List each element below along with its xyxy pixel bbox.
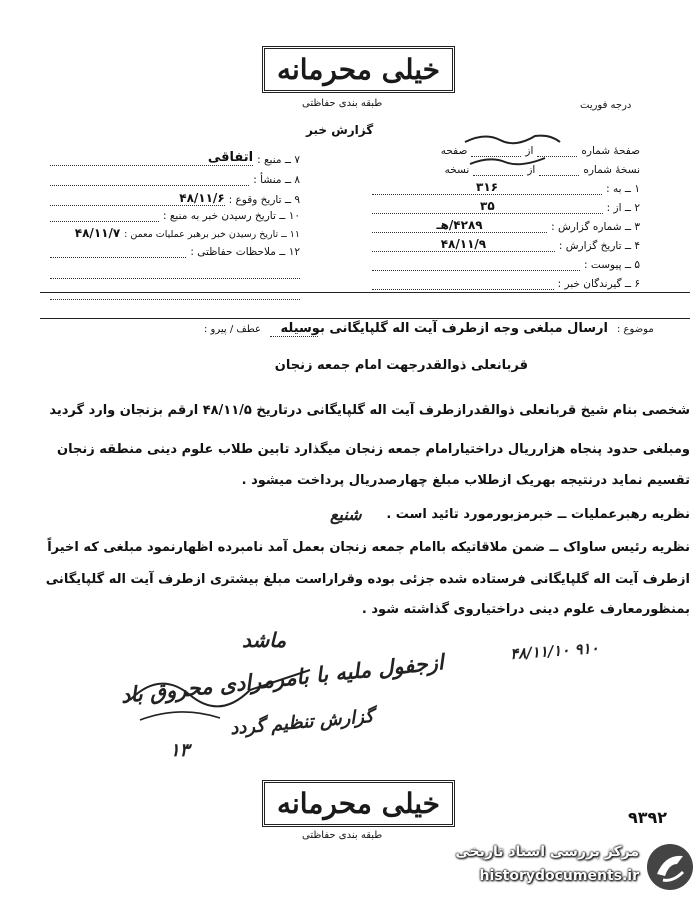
field-row: [50, 206, 300, 222]
field-value: [50, 221, 159, 222]
separator-line: [40, 318, 690, 319]
field-row: [372, 271, 640, 290]
subject-subline: قربانعلی ذوالقدرجهت امام جمعه زنجان: [274, 358, 528, 373]
field-label: ۱ ــ به :: [606, 183, 640, 195]
field-label: ۱۲ ــ ملاحظات حفاظتی :: [190, 246, 300, 258]
handwritten-inline-signature: شنیع: [330, 505, 362, 524]
field-value: اتفاقی: [50, 150, 253, 166]
field-label: ۷ ــ منبع :: [257, 154, 300, 166]
field-value: ۴۸/۱۱/۹: [372, 237, 555, 252]
body-line-4: نظریه رهبرعملیات ــ خبرمزبورمورد تائید است .: [386, 507, 690, 522]
watermark: [430, 838, 695, 898]
field-label: ۸ ــ منشأ :: [253, 174, 300, 186]
reference-label: عطف / پیرو :: [204, 324, 261, 335]
handwritten-date-note: ۴۸/۱۱/۱۰ ۹۱۰: [509, 638, 600, 664]
field-row: [372, 252, 640, 271]
body-line-6: ازطرف آیت اله گلپایگانی فرستاده شده جزئی بوده وقراراست مبلغ بیشتری ازطرف آیت اله گلپایگانی: [45, 572, 690, 587]
field-row: [372, 214, 640, 233]
field-mid: از: [527, 164, 536, 176]
body-line-7: بمنظورمعارف علوم دینی دراختیاروی گذاشته شود .: [361, 602, 690, 617]
field-row: [372, 176, 640, 195]
body-line-3: تقسیم نماید درنتیجه بهریک ازطلاب مبلغ چهارصدریال پرداخت میشود .: [241, 473, 690, 488]
field-value: ۳۱۶: [372, 180, 602, 195]
handwritten-note-3: گزارش تنظیم گردد: [229, 705, 375, 740]
field-mid: از: [525, 145, 534, 157]
field-value: ۴۸/۱۱/۷: [74, 226, 121, 240]
field-value: [372, 270, 580, 271]
handwritten-note-1: ماشد: [242, 628, 287, 652]
field-value: [50, 185, 249, 186]
blank-line: [50, 279, 300, 300]
field-unit: صفحه: [440, 145, 468, 157]
field-row: [50, 240, 300, 258]
field-label: صفحهٔ شماره: [581, 145, 640, 157]
bottom-classification-stamp: خیلی محرمانه: [262, 780, 455, 827]
top-classification-stamp: خیلی محرمانه: [262, 46, 455, 93]
handwritten-flourish: [120, 650, 320, 730]
field-value: ۴۸/۱۱/۶: [50, 191, 225, 206]
left-fields: [50, 144, 300, 300]
field-label: ۹ ــ تاریخ وقوع :: [228, 194, 300, 206]
field-row: [50, 186, 300, 206]
separator-line: [40, 292, 690, 293]
field-row: [372, 195, 640, 214]
body-line-5: نظریه رئیس ساواک ــ ضمن ملاقاتیکه باامام جمعه زنجان بعمل آمد نامبرده اظهارنمود مبلغی که اخیراً: [47, 540, 690, 555]
subject-dots: [270, 336, 318, 337]
handwritten-note-4: ۱۳: [170, 740, 190, 761]
field-label: ۲ ــ از :: [606, 202, 640, 214]
field-row: [372, 233, 640, 252]
watermark-title: مرکز بررسی اسناد تاریخی: [455, 844, 639, 860]
watermark-url: historydocuments.ir: [479, 868, 639, 884]
field-value: ۳۵: [372, 199, 603, 214]
field-label: ۱۱ ــ تاریخ رسیدن خبر برهبر عملیات معمن :: [124, 229, 300, 240]
field-unit: نسخه: [444, 164, 470, 176]
field-row: [50, 222, 300, 240]
field-label: نسخهٔ شماره: [583, 164, 640, 176]
document-number: ۹۳۹۲: [628, 808, 668, 827]
field-label: ۵ ــ پیوست :: [584, 259, 640, 271]
field-row: [50, 144, 300, 166]
field-blank: [473, 175, 523, 176]
subject-text: ارسال مبلغی وجه ازطرف آیت اله گلپایگانی بوسیله: [280, 321, 608, 336]
handwritten-scribbles-header: [460, 128, 570, 174]
field-value: ۴۲۸۹/هـ: [372, 218, 547, 233]
field-value: [539, 175, 579, 176]
bottom-stamp-subtitle: طبقه بندی حفاظتی: [302, 830, 383, 841]
field-value: [50, 257, 186, 258]
field-label: ۴ ــ تاریخ گزارش :: [558, 240, 640, 252]
field-label: ۳ ــ شماره گزارش :: [551, 221, 640, 233]
subject-label: موضوع :: [617, 324, 654, 335]
field-label: ۶ ــ گیرندگان خبر :: [557, 278, 640, 290]
archive-logo-icon: [645, 842, 695, 892]
handwritten-note-2: ازجفول ملیه با بامرمرادی محروق باد: [119, 649, 445, 708]
report-title: گزارش خبر: [306, 123, 374, 137]
body-line-2: ومبلغی حدود پنجاه هزارریال دراختیارامام جمعه زنجان میگذارد تابین طلاب علوم دینی منطقه زنجان: [57, 442, 690, 457]
body-line-1: شخصی بنام شیخ قربانعلی ذوالقدرازطرف آیت اله گلپایگانی درتاریخ ۴۸/۱۱/۵ ارقم بزنجان وارد گردید: [49, 403, 690, 418]
field-label: ۱۰ ــ تاریخ رسیدن خبر به منبع :: [162, 210, 300, 222]
field-value: [372, 289, 554, 290]
field-row: [50, 166, 300, 186]
priority-label: درجه فوریت: [580, 100, 632, 111]
blank-line: [50, 258, 300, 279]
top-stamp-subtitle: طبقه بندی حفاظتی: [302, 98, 383, 109]
